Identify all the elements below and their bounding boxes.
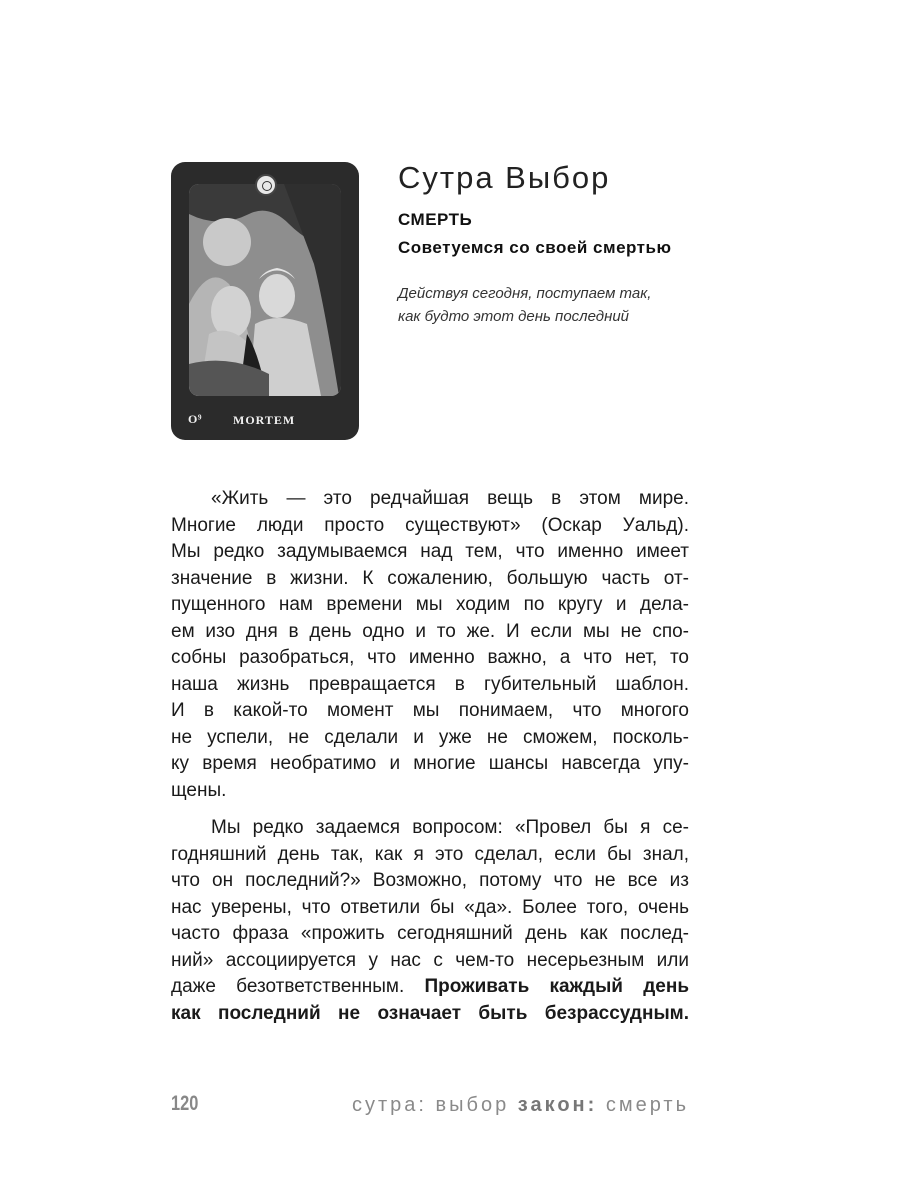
text-line: Многие люди просто существуют» (Оскар Уальд). [171,514,689,536]
text-line: собны разобраться, что именно важно, а что нет, то [171,647,689,668]
text-line: нас уверены, что ответили бы «да». Более того, очень [171,896,689,918]
card-name: MORTEM [233,413,296,427]
card-symbol-icon [255,174,277,196]
text-line: годняшний день так, как я это сделал, если бы знал, [171,843,689,865]
text-line [171,1001,689,1028]
epigraph [398,282,698,328]
text-line: ку время необратимо и многие шансы навсегда упу- [171,753,689,774]
sutra-title: Сутра Выбор [398,160,611,195]
tarot-card [171,162,359,440]
page-number: 120 [171,1092,199,1115]
bold-text-run: как последний не означает быть безрассудным. [171,1002,689,1024]
text-line: щены. [171,779,227,801]
paragraph-1 [171,486,689,804]
text-line: И в какой-то момент мы понимаем, что многого [171,700,689,721]
card-number: O⁹ [188,412,202,426]
running-law-label: закон: [517,1094,598,1116]
running-sutra-label: сутра: [351,1094,427,1116]
running-footer [352,1094,689,1117]
text-line: наша жизнь превращается в губительный шаблон. [171,673,689,695]
bold-text-run: Проживать каждый день [424,976,690,997]
card-illustration [189,184,341,396]
text-line [171,974,689,1001]
paragraph-2 [171,815,689,1027]
running-law-value: смерть [605,1094,689,1116]
text-line: значение в жизни. К сожалению, большую часть от- [171,567,689,589]
text-line: пущенного нам времени мы ходим по кругу и дела- [171,594,689,615]
text-run: даже безответственным. [171,976,425,997]
card-illustration-drawing [189,184,341,396]
epigraph-line: Действуя сегодня, поступаем так, [398,285,652,302]
body-text [171,486,689,1038]
law-name: СМЕРТЬ [398,210,473,229]
epigraph-line: как будто этот день последний [398,308,630,325]
text-line: что он последний?» Возможно, потому что не все из [171,870,689,891]
text-line: Мы редко задаемся вопросом: «Провел бы я се- [211,817,689,838]
text-line: ний» ассоциируется у нас с чем-то несерьезным или [171,949,689,971]
text-line: Мы редко задумываемся над тем, что именно имеет [171,541,689,562]
running-sutra-value: выбор [435,1094,510,1116]
text-line: часто фраза «прожить сегодняшний день как послед- [171,923,689,944]
text-line: не успели, не сделали и уже не сможем, посколь- [171,726,689,748]
law-subtitle: Советуемся со своей смертью [398,238,672,257]
text-line: ем изо дня в день одно и то же. И если мы не спо- [171,620,689,642]
text-line: «Жить — это редчайшая вещь в этом мире. [211,488,689,509]
